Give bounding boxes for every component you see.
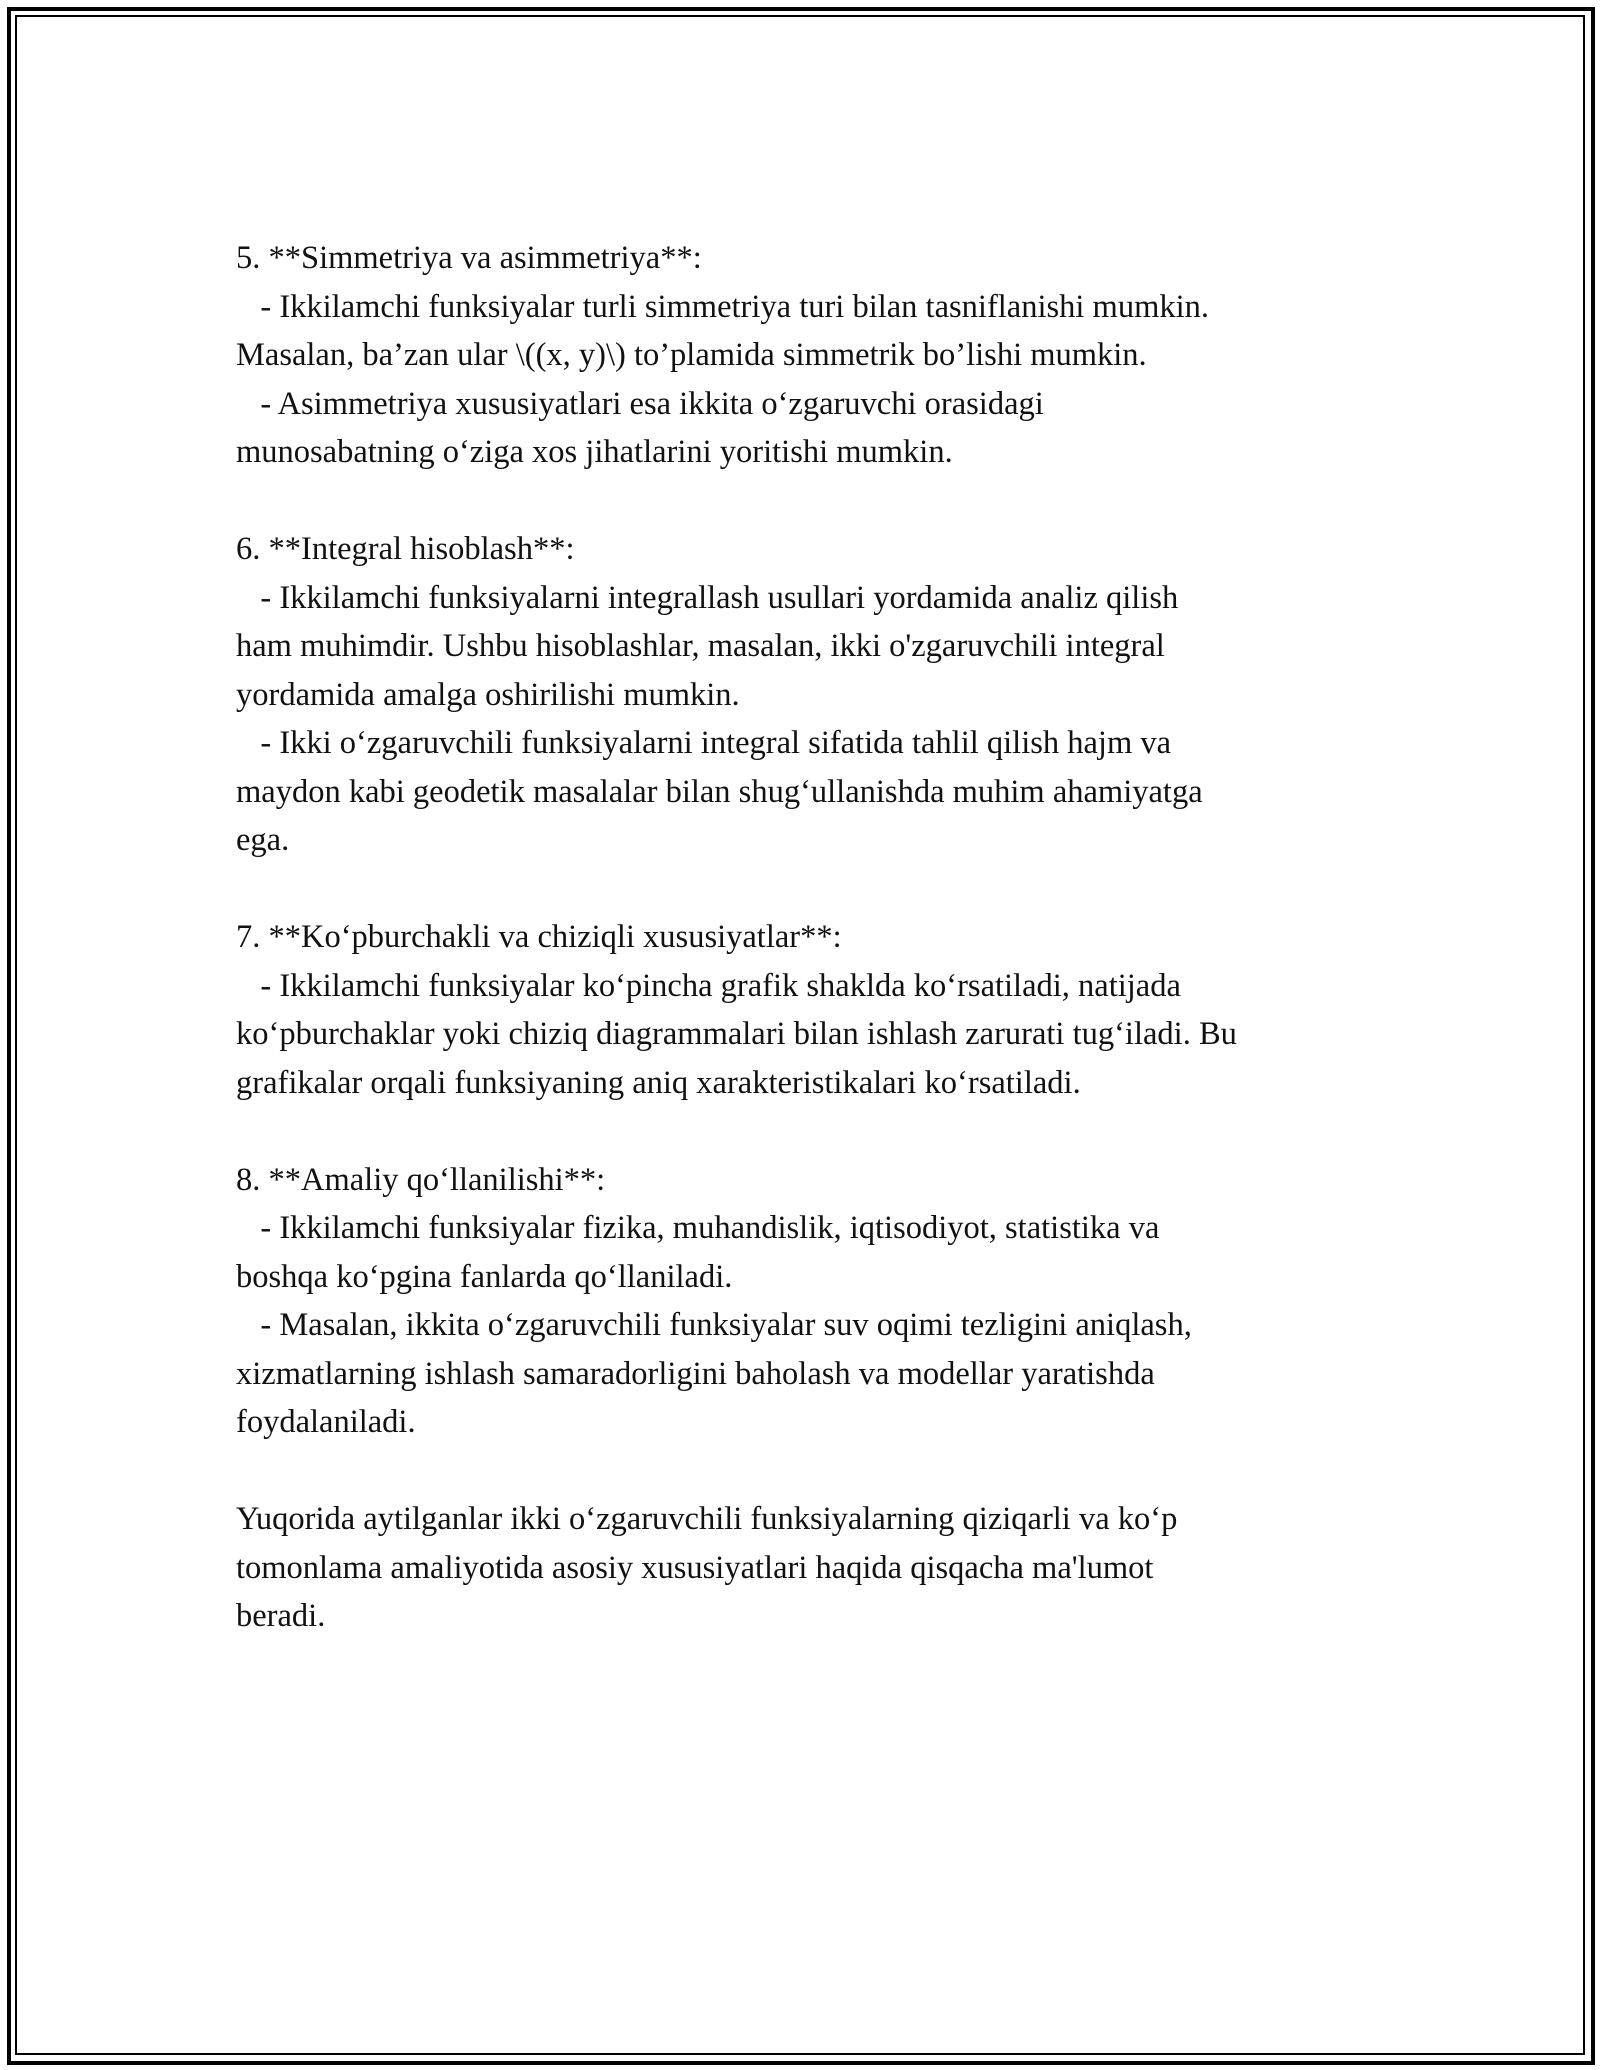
paragraph-gap [236, 1107, 1396, 1156]
text-line: - Ikkilamchi funksiyalarni integrallash usullari yordamida analiz qilish [236, 579, 1179, 616]
document-body [236, 234, 1396, 1641]
text-line: xizmatlarning ishlash samaradorligini baholash va modellar yaratishda [236, 1355, 1155, 1392]
section-heading: 7. **Ko‘pburchakli va chiziqli xususiyatlar**: [236, 919, 842, 955]
text-line: ega. [236, 822, 290, 858]
text-line: maydon kabi geodetik masalalar bilan shug‘ullanishda muhim ahamiyatga [236, 773, 1203, 810]
section-polygonal [236, 913, 1396, 1107]
text-line: - Asimmetriya xususiyatlari esa ikkita o‘zgaruvchi orasidagi [236, 385, 1044, 422]
section-heading: 8. **Amaliy qo‘llanilishi**: [236, 1161, 606, 1198]
text-line: yordamida amalga oshirilishi mumkin. [236, 676, 740, 713]
text-line: ham muhimdir. Ushbu hisoblashlar, masalan, ikki o'zgaruvchili integral [236, 628, 1165, 664]
text-line: - Ikkilamchi funksiyalar ko‘pincha grafik shaklda ko‘rsatiladi, natijada [236, 967, 1181, 1004]
paragraph-gap [236, 477, 1396, 526]
paragraph-gap [236, 865, 1396, 914]
text-line: boshqa ko‘pgina fanlarda qo‘llaniladi. [236, 1258, 733, 1295]
text-line: munosabatning o‘ziga xos jihatlarini yoritishi mumkin. [236, 434, 953, 470]
text-line: - Ikki o‘zgaruvchili funksiyalarni integral sifatida tahlil qilish hajm va [236, 725, 1172, 761]
text-line: Yuqorida aytilganlar ikki o‘zgaruvchili funksiyalarning qiziqarli va ko‘p [236, 1501, 1178, 1537]
section-symmetry [236, 234, 1396, 477]
text-line: - Masalan, ikkita o‘zgaruvchili funksiyalar suv oqimi tezligini aniqlash, [236, 1307, 1192, 1343]
section-applications [236, 1156, 1396, 1447]
text-line: foydalaniladi. [236, 1404, 416, 1440]
section-heading: 6. **Integral hisoblash**: [236, 531, 575, 567]
section-integral [236, 525, 1396, 865]
section-heading: 5. **Simmetriya va asimmetriya**: [236, 240, 702, 276]
text-line: beradi. [236, 1598, 326, 1634]
paragraph-gap [236, 1447, 1396, 1496]
text-line: grafikalar orqali funksiyaning aniq xarakteristikalari ko‘rsatiladi. [236, 1064, 1081, 1101]
text-line: Masalan, ba’zan ular \((x, y)\) to’plamida simmetrik bo’lishi mumkin. [236, 337, 1147, 373]
text-line: - Ikkilamchi funksiyalar turli simmetriya turi bilan tasniflanishi mumkin. [236, 288, 1210, 325]
text-line: tomonlama amaliyotida asosiy xususiyatlari haqida qisqacha ma'lumot [236, 1549, 1154, 1586]
section-conclusion [236, 1495, 1396, 1641]
text-line: - Ikkilamchi funksiyalar fizika, muhandislik, iqtisodiyot, statistika va [236, 1210, 1160, 1246]
text-line: ko‘pburchaklar yoki chiziq diagrammalari bilan ishlash zarurati tug‘iladi. Bu [236, 1016, 1237, 1052]
